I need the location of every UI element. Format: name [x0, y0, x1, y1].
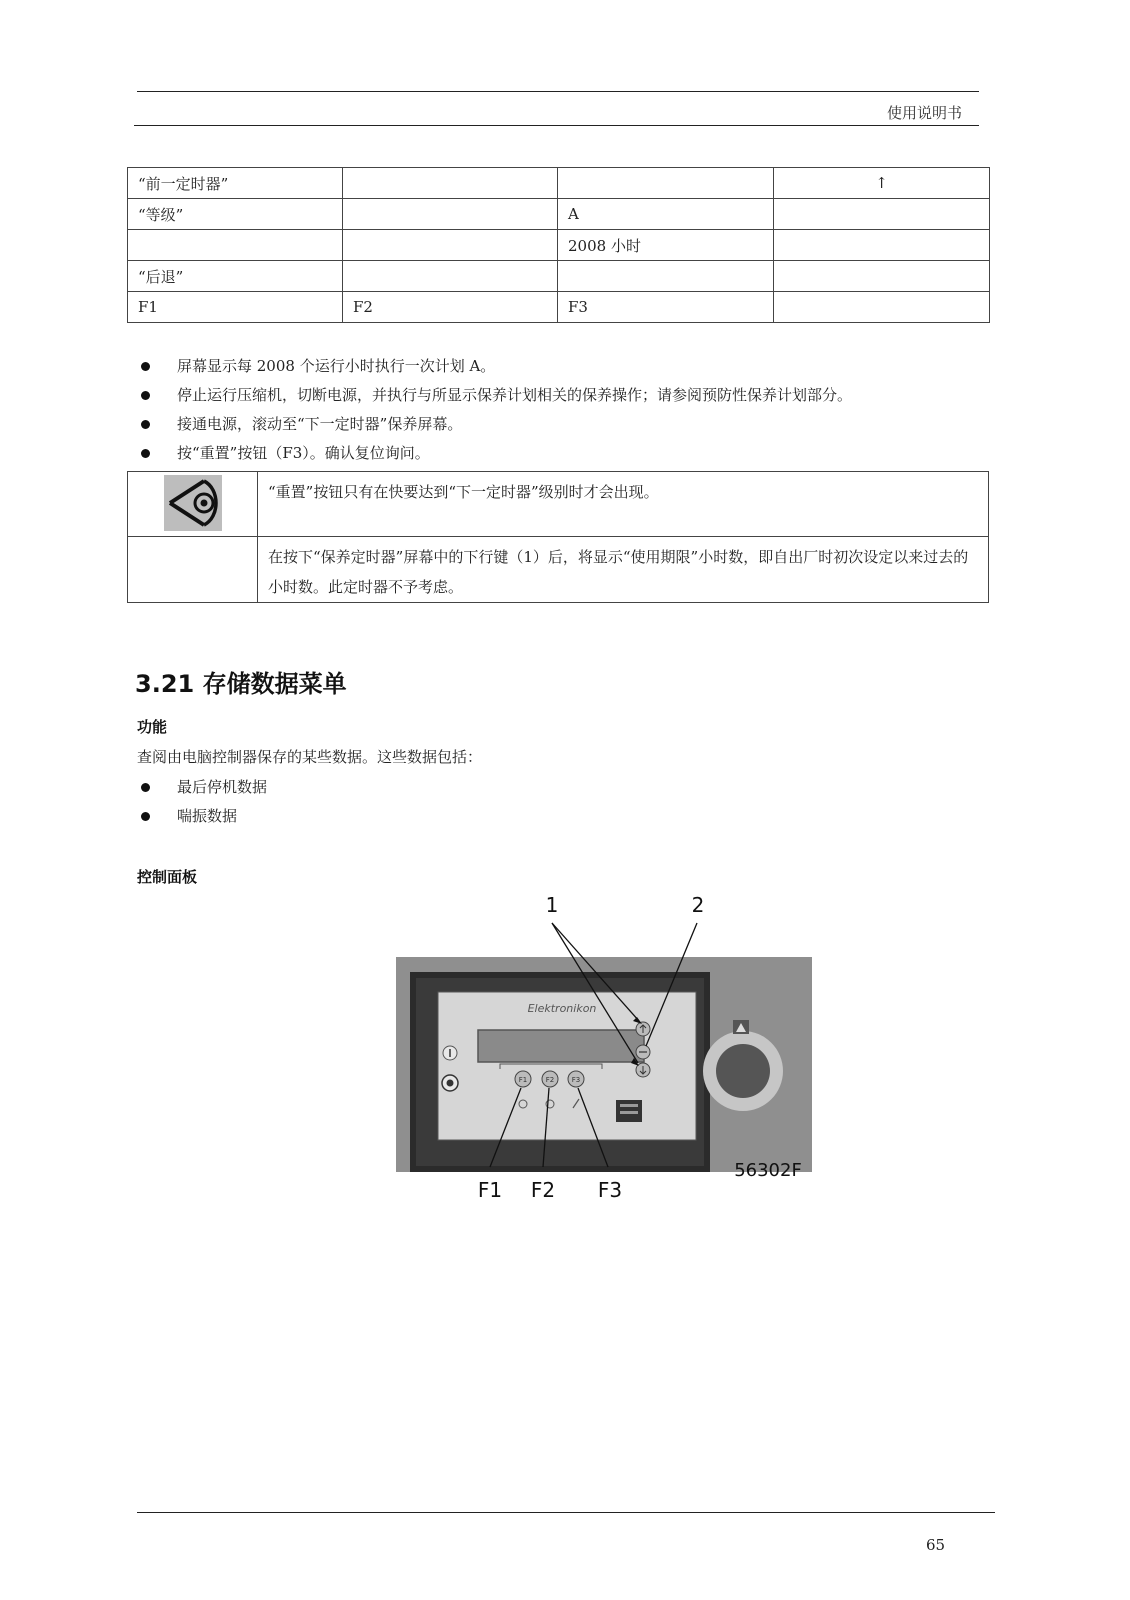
header-rule-bottom: [134, 125, 979, 126]
table-row: [128, 168, 990, 199]
list-item: 喘振数据: [140, 802, 267, 831]
table-cell: [558, 168, 774, 199]
table-cell: [774, 292, 990, 323]
table-cell: [774, 261, 990, 292]
table-row: [128, 261, 990, 292]
table-cell: [343, 261, 558, 292]
svg-text:F3: F3: [571, 1076, 581, 1084]
table-cell: F3: [558, 292, 774, 323]
lcd-display: [478, 1030, 644, 1062]
list-item: 按“重置”按钮（F3）。确认复位询问。: [140, 439, 852, 468]
emergency-stop-button: [716, 1044, 770, 1098]
table-cell: [774, 230, 990, 261]
f1-label: F1: [477, 1178, 503, 1202]
table-row: [128, 230, 990, 261]
notes-table: [127, 471, 989, 603]
f3-label: F3: [597, 1178, 623, 1202]
svg-text:F1: F1: [518, 1076, 528, 1084]
section-title: 3.21 存储数据菜单: [135, 670, 347, 698]
table-cell: F2: [343, 292, 558, 323]
timer-screen-table: [127, 167, 990, 323]
table-cell: “前一定时器”: [128, 168, 343, 199]
table-cell: [774, 199, 990, 230]
table-cell: 2008 小时: [558, 230, 774, 261]
page-number: 65: [926, 1536, 946, 1554]
table-row: [128, 199, 990, 230]
function-text: 查阅由电脑控制器保存的某些数据。这些数据包括：: [137, 748, 483, 766]
table-cell: “后退”: [128, 261, 343, 292]
table-cell: A: [558, 199, 774, 230]
callout-2-label: 2: [691, 893, 705, 917]
eye-icon: [164, 475, 222, 531]
table-cell: [343, 230, 558, 261]
control-panel-illustration: [380, 892, 830, 1232]
table-cell: [558, 261, 774, 292]
table-row: [128, 292, 990, 323]
footer-rule: [137, 1512, 995, 1513]
note-icon-cell: [128, 472, 258, 537]
table-cell: [128, 230, 343, 261]
list-item: 接通电源，滚动至“下一定时器”保养屏幕。: [140, 410, 852, 439]
header-rule-top: [137, 91, 979, 92]
brand-name-label: Elektronikon: [527, 1002, 597, 1015]
f2-label: F2: [530, 1178, 556, 1202]
note-empty-cell: [128, 537, 258, 603]
header-label: 使用说明书: [886, 104, 962, 122]
list-item: 停止运行压缩机，切断电源，并执行与所显示保养计划相关的保养操作；请参阅预防性保养计划部分。: [140, 381, 852, 410]
figure-code: 56302F: [734, 1160, 802, 1181]
up-arrow-icon: ↑: [774, 168, 990, 199]
function-heading: 功能: [137, 718, 168, 736]
control-panel-figure: [380, 892, 830, 1236]
table-cell: F1: [128, 292, 343, 323]
table-cell: “等级”: [128, 199, 343, 230]
data-item-list: [140, 773, 267, 831]
table-cell: [343, 199, 558, 230]
callout-1-label: 1: [545, 893, 559, 917]
panel-heading: 控制面板: [137, 868, 198, 886]
step-list: [140, 352, 852, 468]
list-item: 屏幕显示每 2008 个运行小时执行一次计划 A。: [140, 352, 852, 381]
note-text-2: 在按下“保养定时器”屏幕中的下行键（1）后，将显示“使用期限”小时数，即自出厂时初次设定以来过去的小时数。此定时器不予考虑。: [258, 537, 989, 603]
list-item: 最后停机数据: [140, 773, 267, 802]
note-text-1: “重置”按钮只有在快要达到“下一定时器”级别时才会出现。: [258, 472, 989, 537]
svg-text:F2: F2: [545, 1076, 555, 1084]
table-cell: [343, 168, 558, 199]
